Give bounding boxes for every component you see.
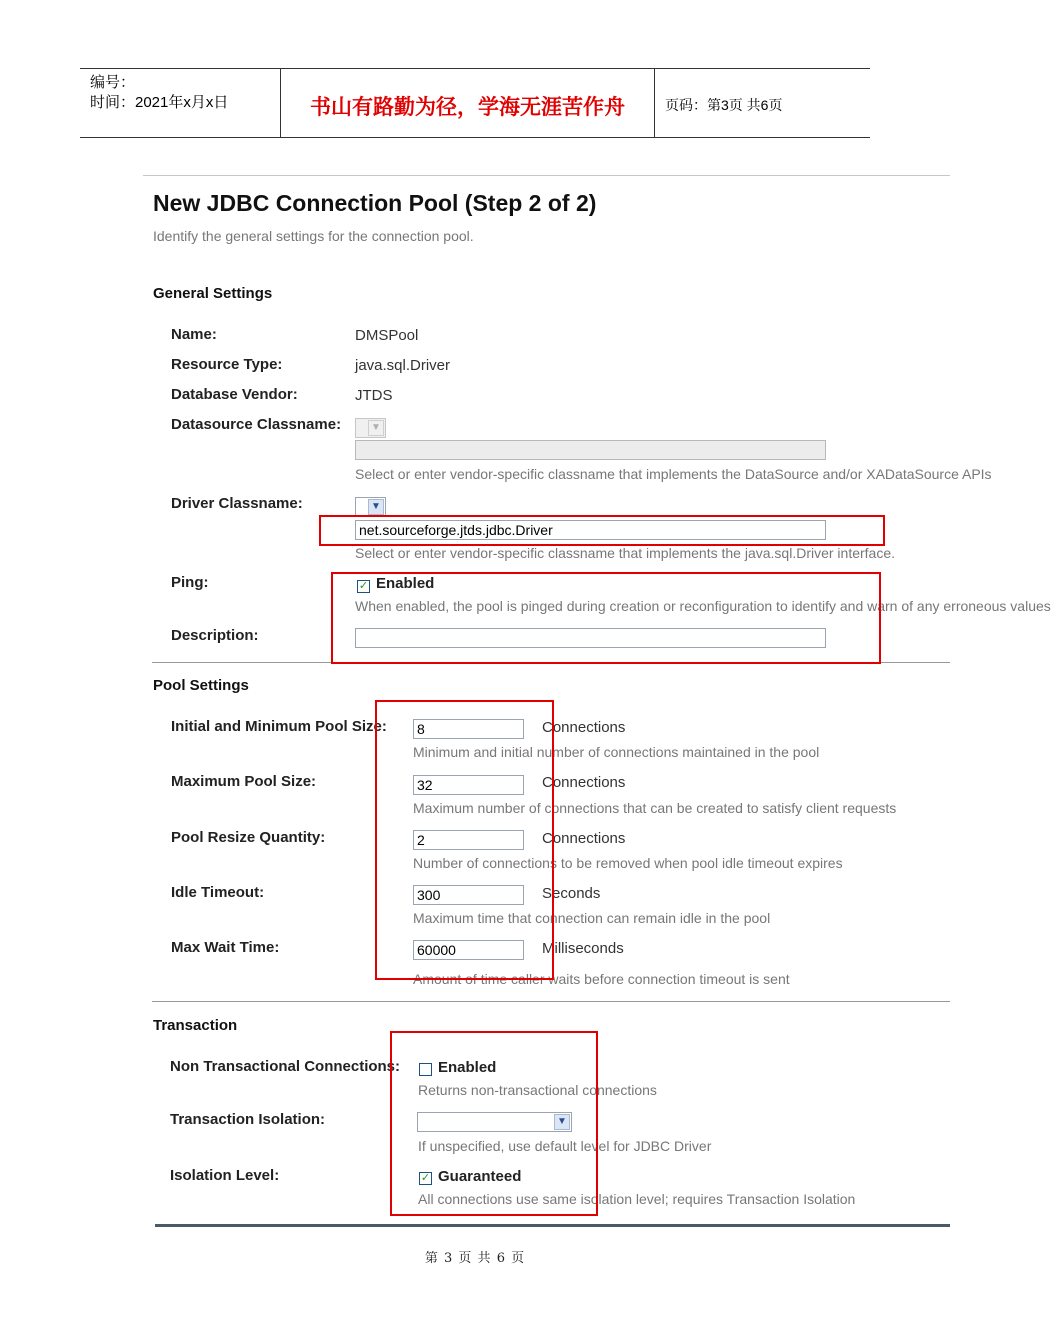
chevron-down-icon: ▼ [554, 1114, 570, 1130]
pool-resize-help: Number of connections to be removed when pool idle timeout expires [413, 855, 843, 871]
resource-type-value: java.sql.Driver [355, 357, 451, 374]
driver-classname-dropdown[interactable] [355, 497, 386, 517]
page-info: 页码：第3页 共6页 [665, 97, 783, 113]
isolation-level-help: All connections use same isolation level; requires Transaction Isolation [418, 1191, 856, 1207]
pool-resize-input[interactable]: 2 [413, 830, 524, 850]
general-settings-heading: General Settings [153, 285, 273, 302]
datasource-classname-input[interactable] [355, 440, 826, 460]
screenshot-top-border [143, 175, 950, 176]
header-meta-cell [80, 69, 281, 137]
initial-pool-size-input[interactable]: 8 [413, 719, 524, 739]
max-pool-size-unit: Connections [542, 774, 626, 791]
description-label: Description: [171, 627, 259, 644]
annotation-box-transaction [390, 1031, 598, 1216]
page-title: New JDBC Connection Pool (Step 2 of 2) [153, 190, 597, 216]
transaction-isolation-label: Transaction Isolation: [170, 1111, 326, 1128]
database-vendor-label: Database Vendor: [171, 386, 298, 403]
chevron-down-icon: ▼ [368, 420, 384, 436]
ping-checkbox[interactable]: ✓ [358, 580, 369, 592]
name-label: Name: [171, 326, 217, 343]
non-transactional-checkbox-label: Enabled [438, 1059, 497, 1076]
initial-pool-size-help: Minimum and initial number of connections maintained in the pool [413, 744, 820, 760]
ping-help: When enabled, the pool is pinged during creation or reconfiguration to identify and warn of any erroneous values [355, 598, 1051, 614]
max-wait-time-input[interactable]: 60000 [413, 940, 524, 960]
header-motto-cell [281, 69, 655, 137]
isolation-level-label: Isolation Level: [170, 1167, 280, 1184]
resource-type-label: Resource Type: [171, 356, 283, 373]
idle-timeout-unit: Seconds [542, 885, 601, 902]
max-pool-size-label: Maximum Pool Size: [171, 773, 317, 790]
max-pool-size-input[interactable]: 32 [413, 775, 524, 795]
driver-classname-label: Driver Classname: [171, 495, 303, 512]
transaction-heading: Transaction [153, 1017, 238, 1034]
pool-resize-unit: Connections [542, 830, 626, 847]
annotation-box-driver [319, 515, 885, 546]
ping-label: Ping: [171, 574, 209, 591]
ping-checkbox-label: Enabled [376, 575, 435, 592]
max-pool-size-help: Maximum number of connections that can be created to satisfy client requests [413, 800, 897, 816]
annotation-box-pool [375, 700, 554, 980]
max-wait-time-unit: Milliseconds [542, 940, 624, 957]
page-footer: 第 3 页 共 6 页 [424, 1251, 526, 1266]
pool-settings-heading: Pool Settings [153, 677, 249, 694]
initial-pool-size-unit: Connections [542, 719, 626, 736]
pool-resize-label: Pool Resize Quantity: [171, 829, 326, 846]
isolation-level-checkbox[interactable]: ✓ [420, 1172, 431, 1184]
datasource-classname-label: Datasource Classname: [171, 416, 342, 433]
initial-pool-size-label: Initial and Minimum Pool Size: [171, 718, 387, 735]
motto: 书山有路勤为径，学海无涯苦作舟 [310, 94, 625, 119]
non-transactional-label: Non Transactional Connections: [170, 1058, 401, 1075]
number-label: 编号： [90, 74, 136, 91]
transaction-isolation-help: If unspecified, use default level for JDBC Driver [418, 1138, 712, 1154]
section-divider [152, 1001, 950, 1002]
idle-timeout-input[interactable]: 300 [413, 885, 524, 905]
idle-timeout-help: Maximum time that connection can remain idle in the pool [413, 910, 771, 926]
driver-classname-help: Select or enter vendor-specific classname that implements the java.sql.Driver interface. [355, 545, 896, 561]
max-wait-time-help: Amount of time caller waits before connection timeout is sent [413, 971, 790, 987]
date-label: 时间：2021年x月x日 [90, 94, 229, 111]
page-subtitle: Identify the general settings for the connection pool. [153, 228, 474, 244]
database-vendor-value: JTDS [355, 387, 393, 404]
chevron-down-icon: ▼ [368, 499, 384, 515]
datasource-classname-help: Select or enter vendor-specific classname that implements the DataSource and/or XADataSource APIs [355, 466, 992, 482]
header-page-cell [655, 69, 870, 137]
datasource-classname-dropdown[interactable] [355, 418, 386, 438]
max-wait-time-label: Max Wait Time: [171, 939, 280, 956]
driver-classname-input[interactable]: net.sourceforge.jtds.jdbc.Driver [355, 520, 826, 540]
non-transactional-help: Returns non-transactional connections [418, 1082, 657, 1098]
annotation-box-ping [331, 572, 881, 664]
screenshot-bottom-border [155, 1224, 950, 1227]
idle-timeout-label: Idle Timeout: [171, 884, 265, 901]
document-header [80, 68, 870, 138]
isolation-level-checkbox-label: Guaranteed [438, 1168, 522, 1185]
name-value: DMSPool [355, 327, 419, 344]
